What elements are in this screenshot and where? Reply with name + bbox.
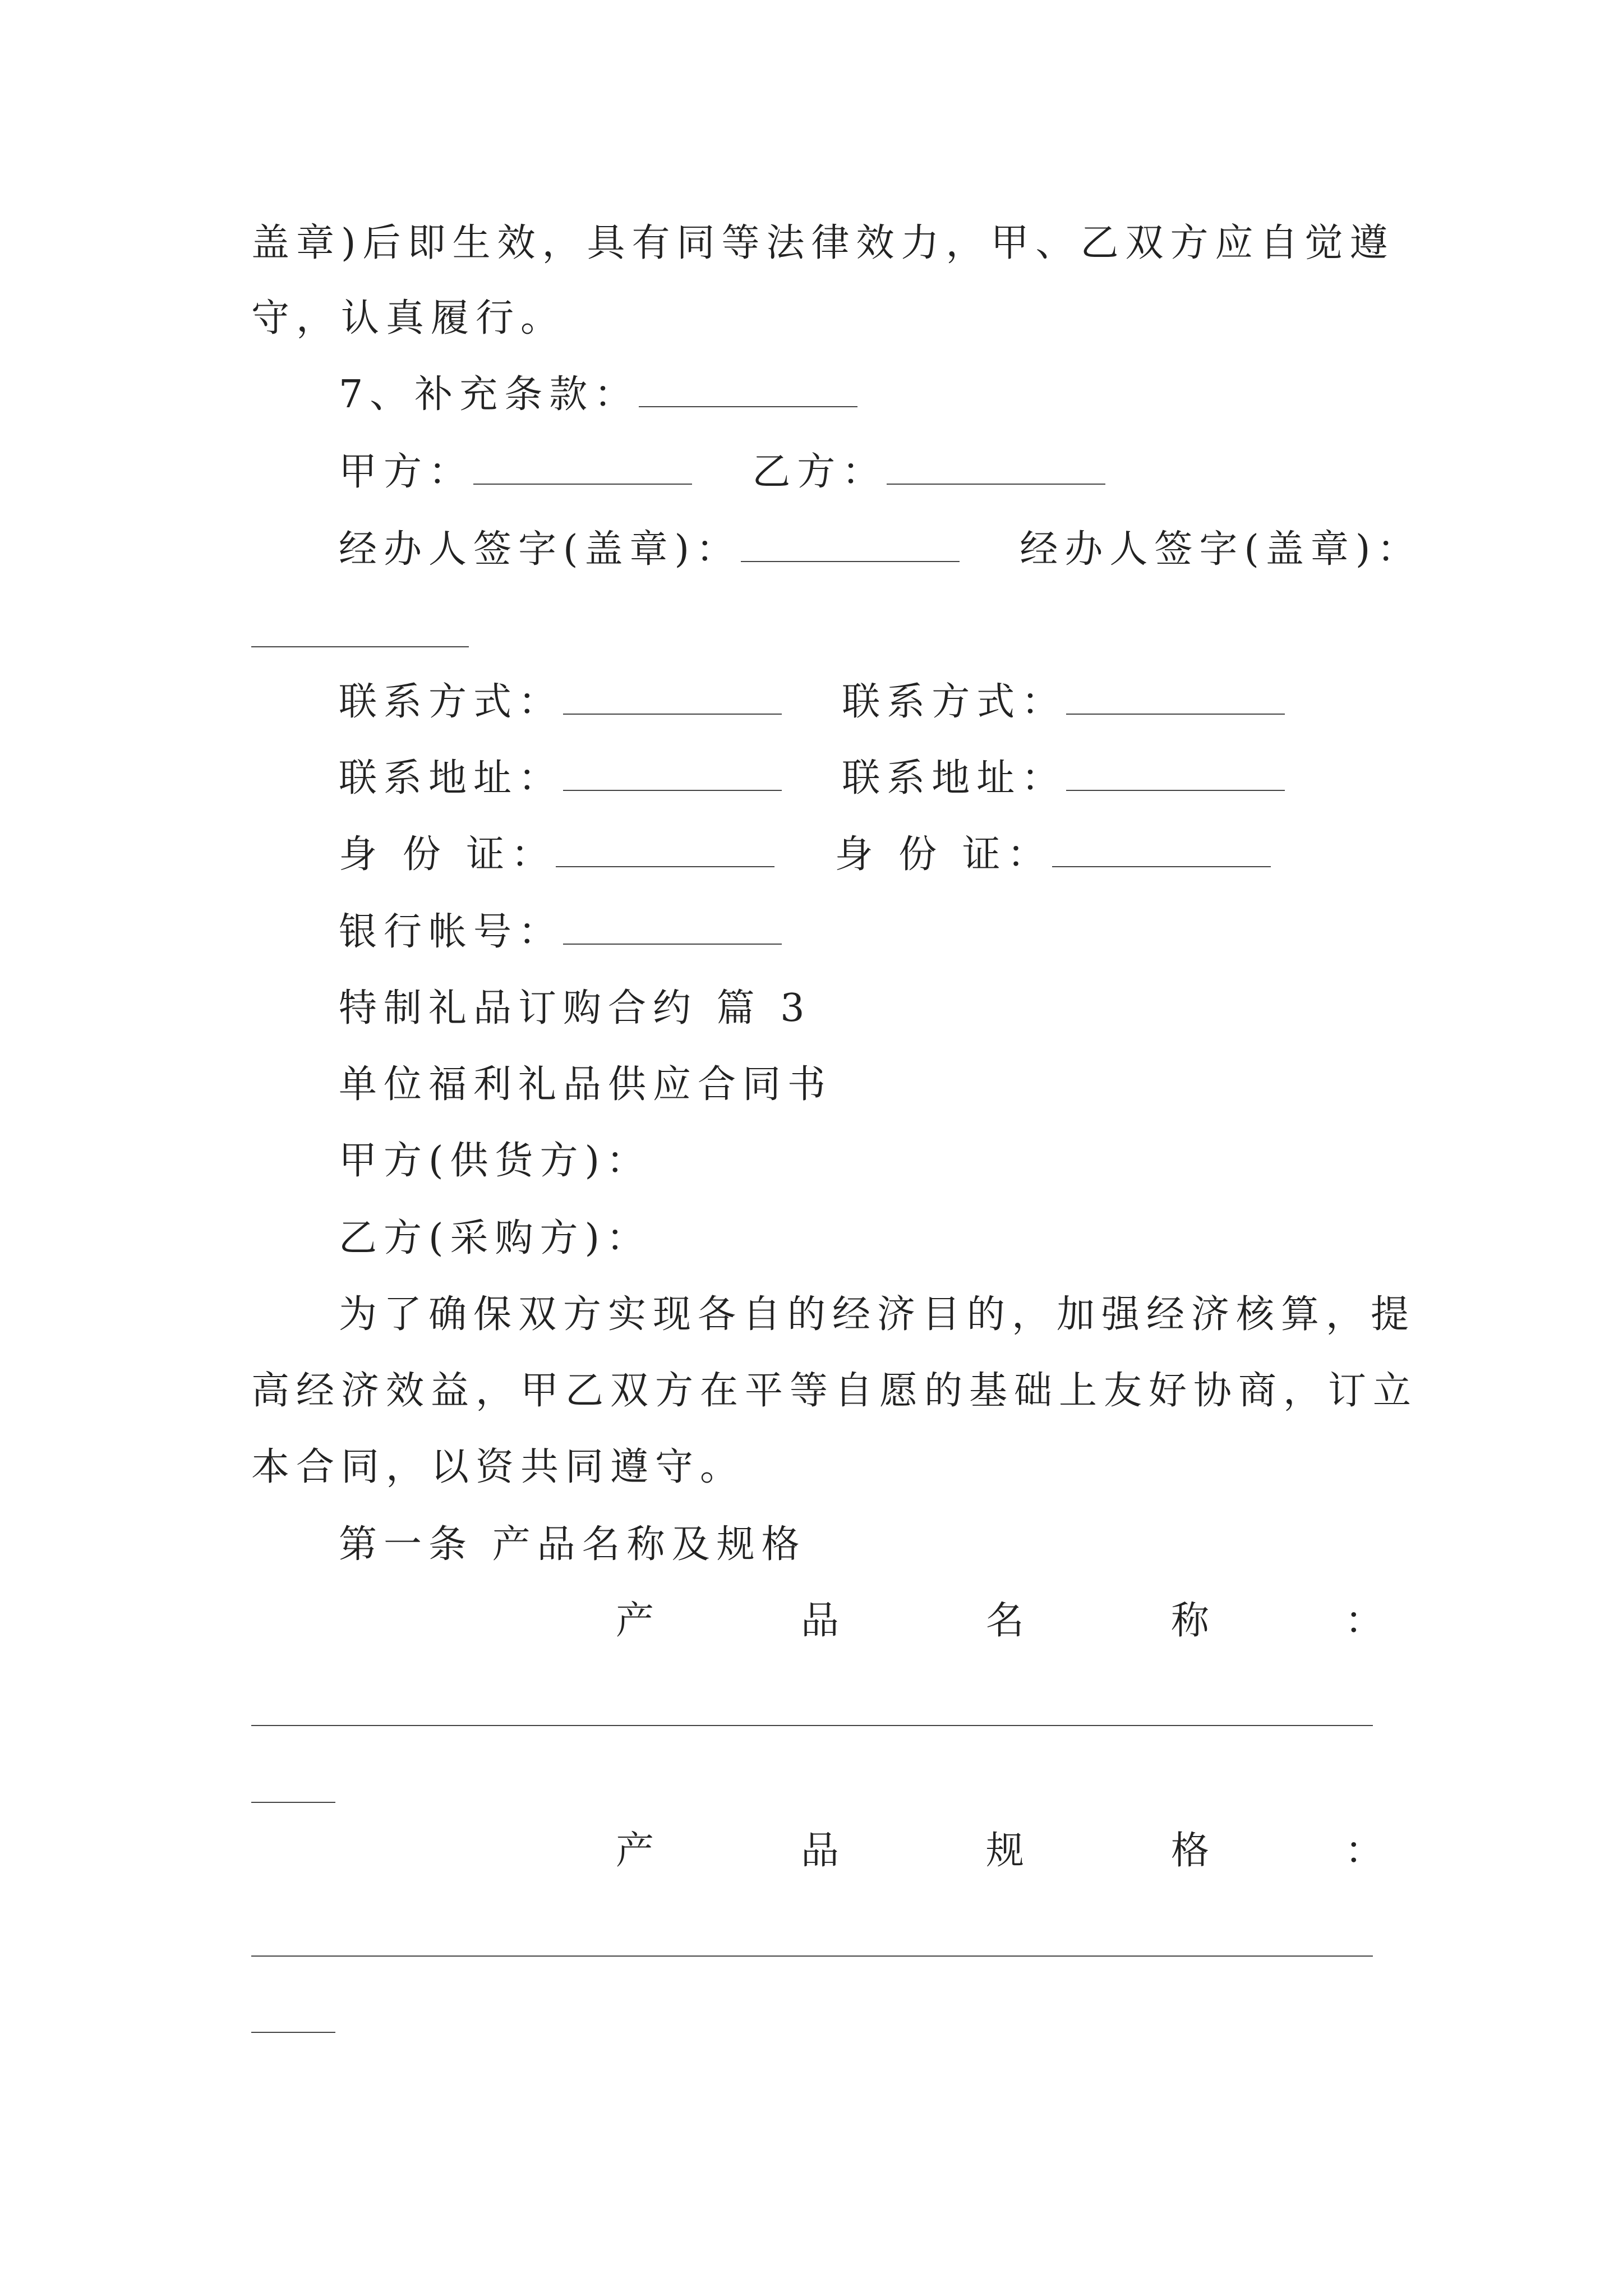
id-a-blank bbox=[556, 866, 774, 867]
signer-a-blank bbox=[741, 561, 960, 562]
product-spec-blank-end bbox=[251, 2032, 335, 2033]
product-spec-char: 品 bbox=[801, 1829, 840, 1873]
contract-title: 单位福利礼品供应合同书 bbox=[339, 1062, 833, 1107]
section-heading: 特制礼品订购合约 篇 3 bbox=[339, 986, 811, 1030]
product-name-blank bbox=[251, 1725, 1373, 1726]
product-spec-colon: ： bbox=[1345, 1829, 1384, 1873]
party-a-label: 甲方： bbox=[339, 450, 474, 494]
contact-b-label: 联系方式： bbox=[842, 680, 1067, 724]
signer-row bbox=[339, 527, 1422, 572]
contact-a-label: 联系方式： bbox=[339, 680, 564, 724]
product-spec-char: 格 bbox=[1171, 1829, 1210, 1873]
product-name-char: 品 bbox=[801, 1599, 840, 1643]
signer-b-label: 经办人签字(盖章)： bbox=[1020, 527, 1422, 572]
product-name-char: 产 bbox=[616, 1599, 654, 1643]
buyer-label: 乙方(采购方)： bbox=[339, 1216, 652, 1260]
contact-a-blank bbox=[563, 714, 782, 715]
address-a-label: 联系地址： bbox=[339, 756, 564, 800]
party-a-blank bbox=[473, 484, 692, 485]
clause-7-row bbox=[339, 372, 857, 417]
contact-b-blank bbox=[1066, 714, 1285, 715]
product-name-blank-end bbox=[251, 1802, 335, 1803]
clause-7-label: 7、补充条款： bbox=[339, 372, 639, 417]
product-spec-blank bbox=[251, 1955, 1373, 1957]
party-b-label: 乙方： bbox=[752, 450, 887, 494]
bank-blank bbox=[563, 944, 782, 945]
intro-line: 高经济效益，甲乙双方在平等自愿的基础上友好协商，订立 bbox=[251, 1369, 1418, 1413]
address-a-blank bbox=[563, 790, 782, 791]
product-name-char: 称 bbox=[1171, 1599, 1210, 1643]
id-a-label: 身 份 证： bbox=[339, 832, 556, 877]
party-b-blank bbox=[887, 484, 1105, 485]
product-spec-char: 产 bbox=[616, 1829, 654, 1873]
address-row bbox=[339, 756, 1285, 800]
product-spec-row bbox=[0, 1829, 1623, 1877]
bank-label: 银行帐号： bbox=[339, 910, 564, 954]
product-name-row bbox=[0, 1599, 1623, 1647]
address-b-blank bbox=[1066, 790, 1285, 791]
product-name-colon: ： bbox=[1345, 1599, 1384, 1643]
intro-line: 本合同，以资共同遵守。 bbox=[251, 1445, 745, 1489]
id-b-label: 身 份 证： bbox=[834, 832, 1052, 877]
product-name-char: 名 bbox=[986, 1599, 1025, 1643]
article-1-heading: 第一条 产品名称及规格 bbox=[339, 1522, 806, 1567]
signer-b-blank bbox=[251, 646, 469, 647]
bank-row bbox=[339, 910, 782, 954]
product-spec-char: 规 bbox=[986, 1829, 1025, 1873]
intro-line: 为了确保双方实现各自的经济目的，加强经济核算，提 bbox=[339, 1292, 1416, 1337]
contact-row bbox=[339, 680, 1285, 724]
signer-a-label: 经办人签字(盖章)： bbox=[339, 527, 741, 572]
clause-7-blank bbox=[639, 406, 857, 407]
parties-row bbox=[339, 450, 1105, 494]
supplier-label: 甲方(供货方)： bbox=[339, 1139, 652, 1183]
paragraph-line: 守，认真履行。 bbox=[251, 296, 566, 341]
paragraph-line: 盖章)后即生效，具有同等法律效力，甲、乙双方应自觉遵 bbox=[251, 221, 1395, 265]
id-b-blank bbox=[1052, 866, 1271, 867]
id-row bbox=[339, 832, 1271, 877]
address-b-label: 联系地址： bbox=[842, 756, 1067, 800]
